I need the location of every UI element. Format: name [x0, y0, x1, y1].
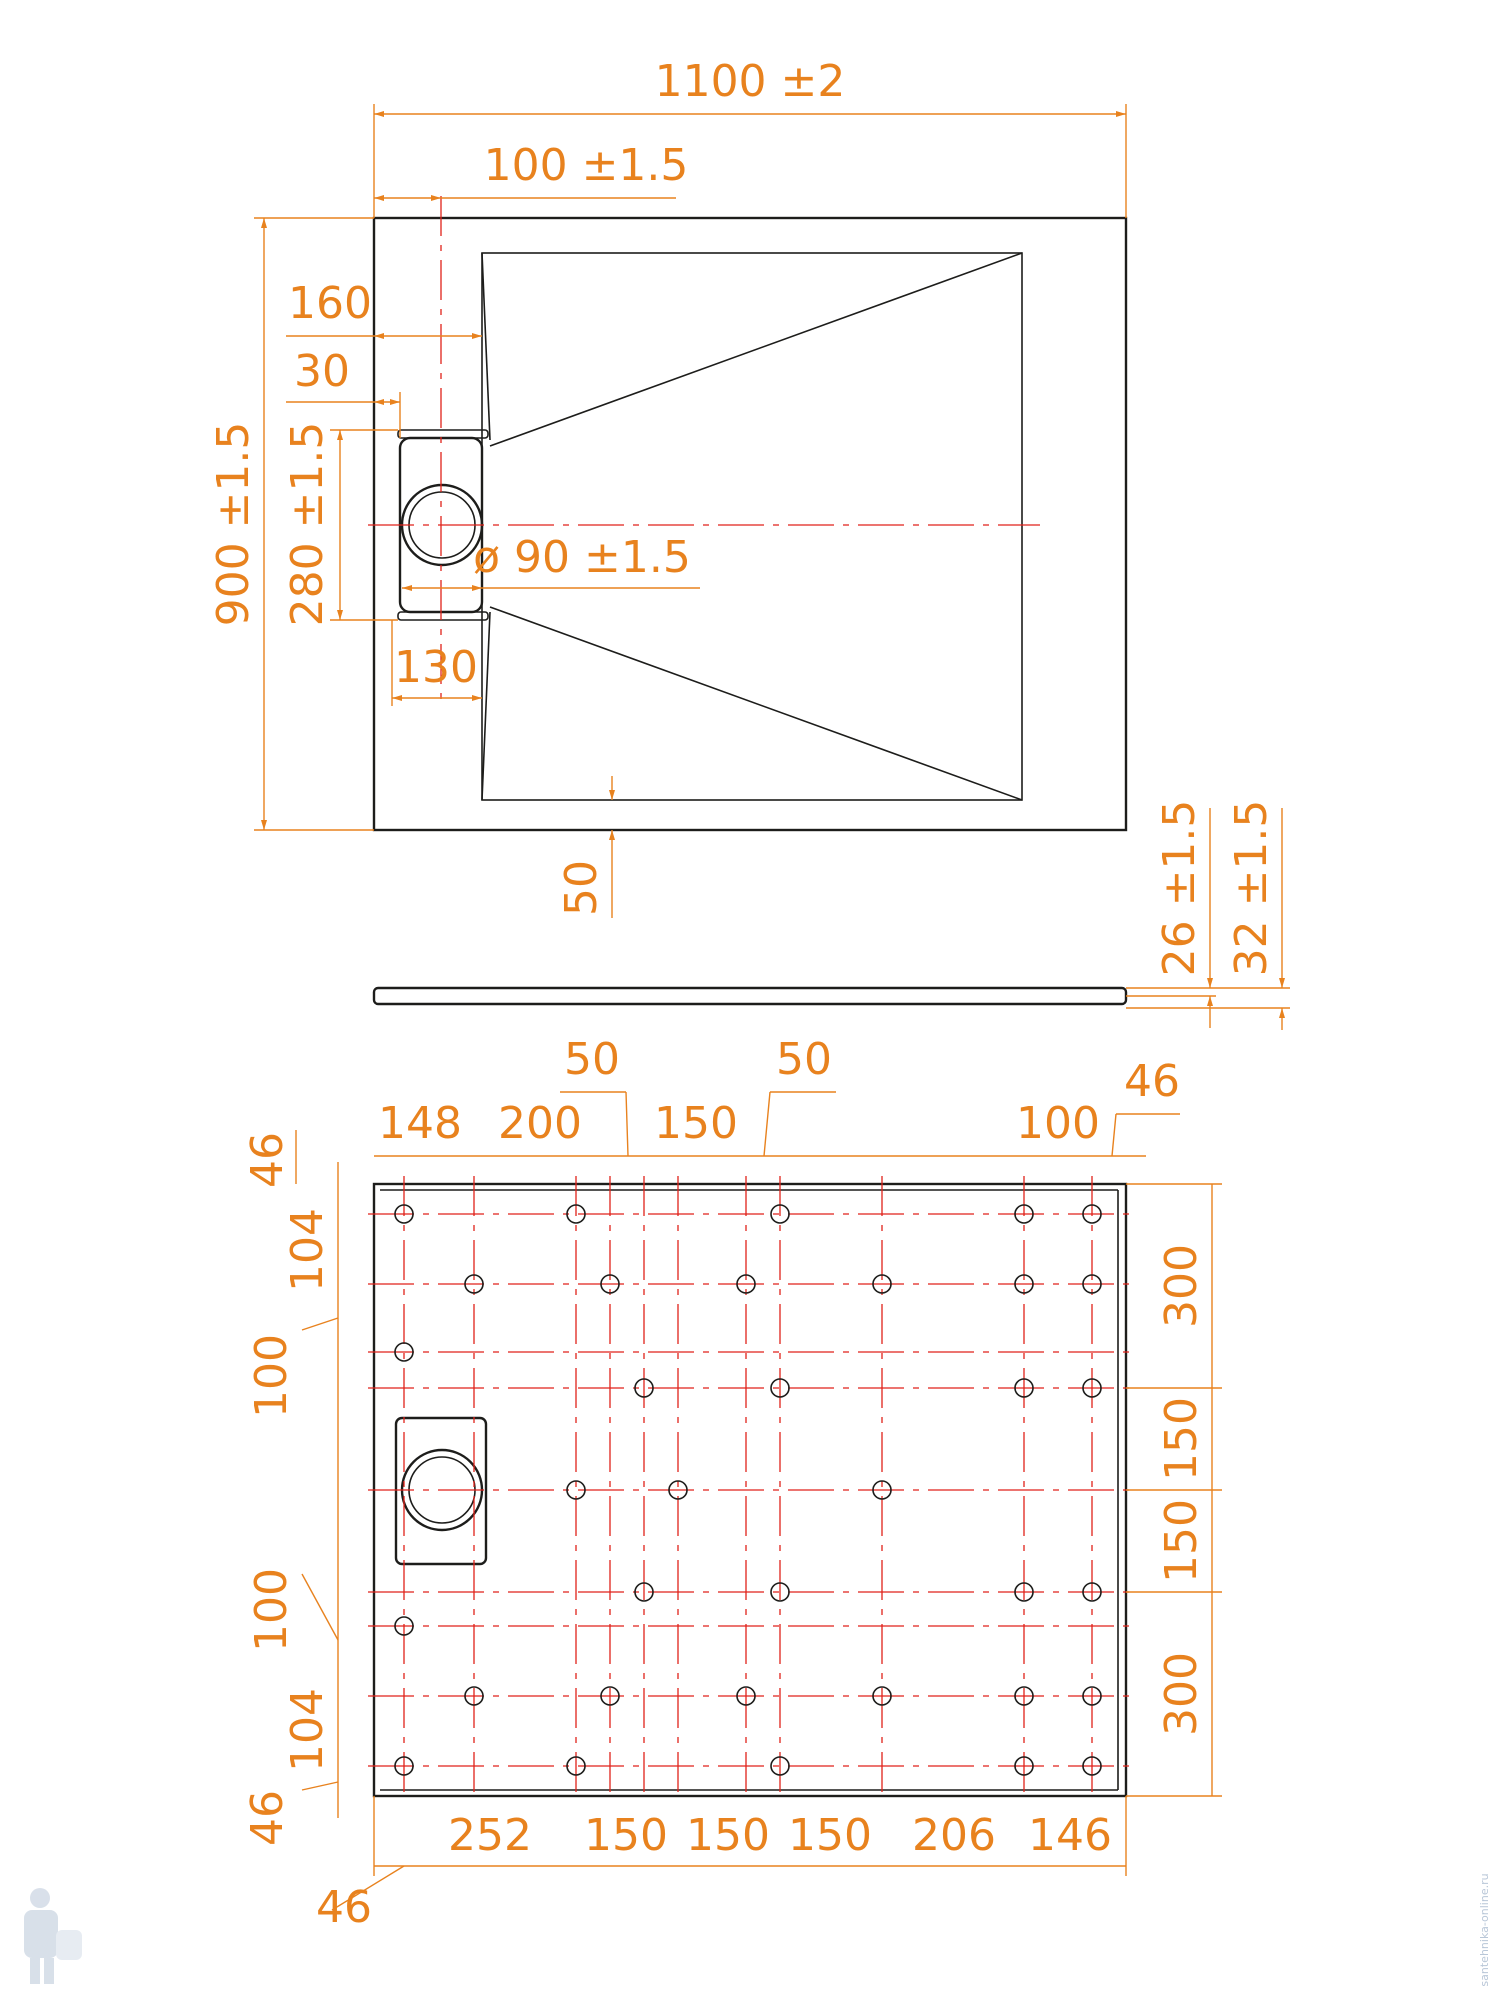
dim-depth-label: 900 ±1.5 [208, 421, 259, 627]
bottom-top-dim-50b: 50 [776, 1034, 832, 1085]
side-profile [374, 988, 1126, 1004]
dim-30-label: 30 [294, 346, 350, 397]
plumber-mascot-icon [24, 1888, 82, 1984]
tray-inner-surface [482, 253, 1022, 800]
bottom-top-dim-148: 148 [378, 1098, 462, 1149]
bottom-bottom-dim-46: 46 [316, 1882, 372, 1933]
bottom-left-dim-100-bottom: 100 [246, 1568, 297, 1652]
bottom-top-dim-leader-50b-tick [764, 1092, 770, 1156]
bottom-bottom-dim-146: 146 [1028, 1810, 1112, 1861]
slope-edge-upper [482, 253, 490, 440]
dim-drain-offset-label: 100 ±1.5 [483, 140, 689, 191]
bottom-top-dim-leader-46-tick [1112, 1114, 1116, 1156]
bottom-top-dim-46: 46 [1124, 1056, 1180, 1107]
dim-cover-height-label: 280 ±1.5 [282, 421, 333, 627]
bottom-left-dim-46-bottom: 46 [242, 1790, 293, 1846]
dim-border-label: 50 [556, 860, 607, 916]
bottom-left-dim-104-bottom: 104 [282, 1688, 333, 1772]
dim-160-label: 160 [288, 278, 372, 329]
bottom-top-dim-200: 200 [498, 1098, 582, 1149]
dim-width-label: 1100 ±2 [654, 56, 846, 107]
bottom-view [242, 1034, 1222, 1933]
bottom-right-dim-300-top: 300 [1156, 1244, 1207, 1328]
bottom-top-dim-leader-50a-tick [626, 1092, 628, 1156]
slope-line-lower [490, 607, 1022, 800]
bottom-bottom-dim-150-c: 150 [788, 1810, 872, 1861]
bottom-right-dim-150-a: 150 [1156, 1397, 1207, 1481]
side-height-outer-label: 32 ±1.5 [1226, 799, 1277, 977]
bottom-top-dim-50a: 50 [564, 1034, 620, 1085]
bottom-bottom-dim-150-a: 150 [584, 1810, 668, 1861]
bottom-bottom-dim-150-b: 150 [686, 1810, 770, 1861]
bottom-right-dim-150-b: 150 [1156, 1499, 1207, 1583]
watermark-side-text: santehnika-online.ru [1478, 1873, 1491, 1987]
bottom-left-leader-46bottom [302, 1782, 338, 1790]
dim-diameter-label: ø 90 ±1.5 [473, 532, 691, 583]
bottom-left-dim-46-top: 46 [242, 1132, 293, 1188]
bottom-left-dim-100-top: 100 [246, 1334, 297, 1418]
slope-edge-lower [482, 612, 490, 800]
drain-cover-bar-bottom [398, 612, 488, 620]
top-view [208, 56, 1126, 918]
bottom-left-dim-104-top: 104 [282, 1208, 333, 1292]
bottom-top-dim-100: 100 [1016, 1098, 1100, 1149]
tray-outline [374, 218, 1126, 830]
bottom-top-dim-150: 150 [654, 1098, 738, 1149]
side-view [374, 800, 1290, 1030]
bottom-bottom-dim-252: 252 [448, 1810, 532, 1861]
bottom-bottom-dim-206: 206 [912, 1810, 996, 1861]
bottom-left-leader-100top [302, 1318, 338, 1330]
bottom-left-leader-100bottom [302, 1574, 338, 1640]
side-height-inner-label: 26 ±1.5 [1154, 799, 1205, 977]
slope-line-upper [490, 253, 1022, 446]
bottom-right-dim-300-bottom: 300 [1156, 1652, 1207, 1736]
dim-130-label: 130 [394, 642, 478, 693]
